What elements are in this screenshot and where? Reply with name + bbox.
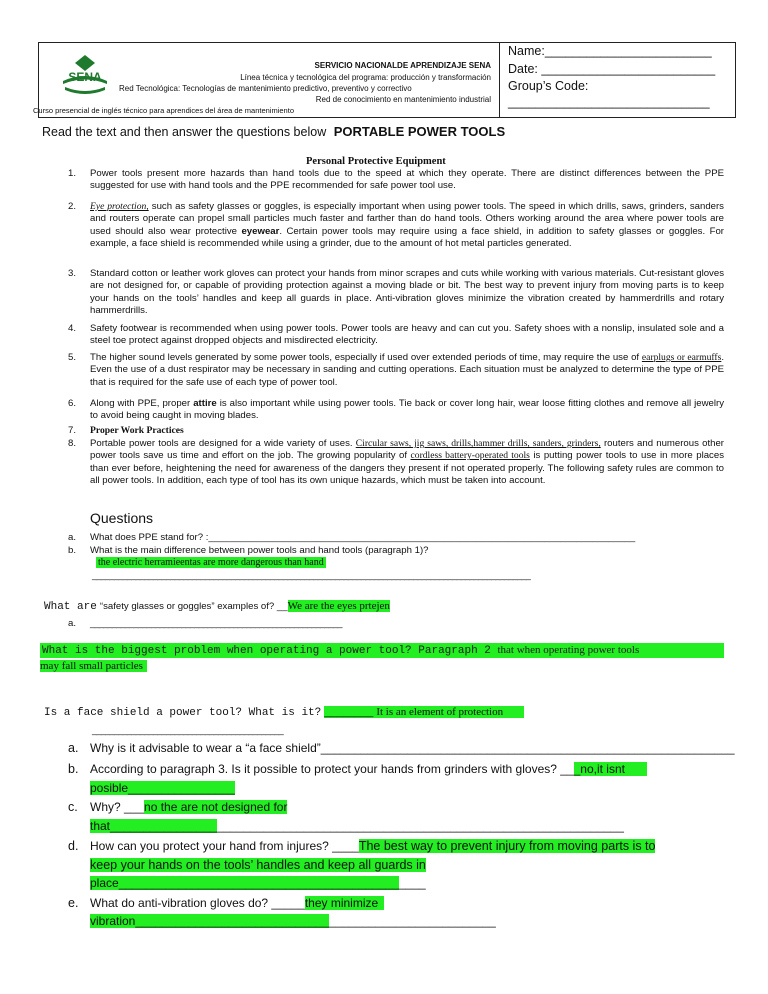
question-4: What is the biggest problem when operating a power tool? Paragraph 2 that when operating power tools <box>42 644 640 657</box>
institution-name: SERVICIO NACIONALDE APRENDIZAJE SENA <box>314 61 491 70</box>
answer-list-b[interactable]: _no,it isnt <box>574 762 647 776</box>
header-left <box>33 43 500 117</box>
paragraph-3: Standard cotton or leather work gloves can protect your hands from minor scrapes and cuts while working with various materials. Cut-resistant gloves are not designed for, or capable of providing protection against a moving blade or bit. The best way to prevent injury from moving parts is to keep your hands on the tools’ handles and keep all guards in place. Anti-vibration gloves minimize the vibration created by hammerdrills and rotary hammerdrills. <box>90 268 724 316</box>
paragraph-4: Safety footwear is recommended when using power tools. Power tools are heavy and can cut you. Safety shoes with a nonslip, insulated sole and a steel toe protect against dropped objects and misdirected electricity. <box>90 323 724 347</box>
answer-list-b-cont[interactable]: posible________________ <box>90 781 235 795</box>
answer-list-e-cont: vibration______________________________________________________ <box>90 914 496 928</box>
question-list-c: Why? ___no the are not designed for <box>90 800 288 814</box>
document-title: PORTABLE POWER TOOLS <box>333 124 506 139</box>
header-box <box>33 42 736 118</box>
course-line: Curso presencial de inglés técnico para aprendices del área de mantenimiento <box>33 106 294 115</box>
group-code-label: Group’s Code: <box>508 79 589 93</box>
group-code-field[interactable]: _____________________________ <box>508 95 710 109</box>
answer-list-e[interactable]: they minimize <box>305 896 384 910</box>
answer-list-c[interactable]: no the are not designed for <box>144 800 288 814</box>
cordless-tools-link[interactable]: cordless battery-operated tools <box>410 450 530 462</box>
list-label: d. <box>68 839 79 853</box>
answer-5[interactable]: It is an element of protection <box>376 706 504 718</box>
eye-protection-link[interactable]: Eye protection, <box>90 201 149 212</box>
sena-logo <box>53 51 117 97</box>
paragraph-5: The higher sound levels generated by some power tools, especially if used over extended periods of time, may require the use of earplugs or earmuffs. Even the use of a dust respirator may be necessary in sanding and cutting operations. Each situation must be analyzed to determine the type of PPE that is required for the safe use of each type of power tool. <box>90 352 724 388</box>
list-label: b. <box>68 762 79 776</box>
answer-list-d-line: place______________________________________________ <box>90 876 426 890</box>
answer-4-cont[interactable]: may fall small particles <box>40 660 147 672</box>
name-field[interactable]: Name:________________________ <box>508 44 712 58</box>
date-field[interactable]: Date: _________________________ <box>508 62 716 76</box>
item-number: 1. <box>68 168 77 179</box>
answer-4[interactable]: that when operating power tools <box>497 644 640 656</box>
answer-list-d-cont[interactable]: keep your hands on the tools’ handles and keep all guards in <box>90 858 426 872</box>
item-number: 4. <box>68 323 77 334</box>
answer-list-d[interactable]: The best way to prevent injury from moving parts is to <box>358 839 656 853</box>
list-label: a. <box>68 741 79 755</box>
item-number: 5. <box>68 352 77 363</box>
item-number: 2. <box>68 201 77 212</box>
section-title: Personal Protective Equipment <box>306 156 446 167</box>
question-b: What is the main difference between power tools and hand tools (paragraph 1)? <box>90 545 429 556</box>
questions-title: Questions <box>90 510 154 526</box>
question-a: What does PPE stand for? :________________________________________________________________________________ <box>90 532 636 543</box>
header-line-4: Red de conocimiento en mantenimiento industrial <box>315 95 491 104</box>
answer-5-line[interactable]: ____________________________________________ <box>92 725 283 736</box>
question-list-d: How can you protect your hand from injures? ____The best way to prevent injury from moving parts is to <box>90 839 656 853</box>
tools-link[interactable]: Circular saws, jig saws, drills,hammer drills, sanders, grinders, <box>355 438 601 449</box>
earplugs-link[interactable]: earplugs or earmuffs <box>641 352 722 363</box>
item-number: 7. <box>68 425 77 436</box>
question-list-a: Why is it advisable to wear a “a face shield”______________________________________________________________ <box>90 741 735 755</box>
question-label: a. <box>68 618 77 629</box>
answer-b[interactable]: the electric herramieentas are more dangerous than hand <box>98 557 324 568</box>
paragraph-7: Proper Work Practices <box>90 425 184 436</box>
intro-line <box>42 124 505 139</box>
paragraph-2: Eye protection, such as safety glasses or goggles, is especially important when using power tools. The speed in which drills, saws, grinders, sanders and routers operate can propel small particles much faster and farther than do hand tools. Others working around the area where power tools are used should also wear protective eyewear. Certain power tools may require using a face shield, in addition to safety glasses or goggles. For example, a face shield is recommended while using a grinder, due to the amount of hot metal particles generated. <box>90 201 724 249</box>
item-number: 3. <box>68 268 77 279</box>
question-label: b. <box>68 545 77 556</box>
question-list-e: What do anti-vibration gloves do? _____they minimize <box>90 896 384 910</box>
list-label: e. <box>68 896 79 910</box>
answer-3[interactable]: We are the eyes prtejen <box>287 600 390 612</box>
header-line-3: Red Tecnológica: Tecnologías de mantenimiento predictivo, preventivo y correctivo <box>119 84 412 93</box>
item-number: 8. <box>68 438 77 449</box>
paragraph-1: Power tools present more hazards than hand tools due to the speed at which they operate. There are distinct differences between the PPE suggested for use with hand tools and the PPE recommended for safe power tool use. <box>90 168 724 192</box>
question-3: What are “safety glasses or goggles” examples of? __We are the eyes prtejen <box>44 600 390 613</box>
answer-3a-line[interactable]: __________________________________________________________ <box>90 618 342 629</box>
list-label: c. <box>68 800 78 814</box>
question-label: a. <box>68 532 77 543</box>
question-5: Is a face shield a power tool? What is it? ________ It is an element of protection <box>44 706 524 719</box>
paragraph-8: Portable power tools are designed for a wide variety of uses. Circular saws, jig saws, drills,hammer drills, sanders, grinders, routers and numerous other power tools save us time and effort on the job. The growing popularity of cordless battery-operated tools is putting power tools to use in more places than ever before, heightening the need for awareness of the dangers they present if not operated properly. The following safety rules are common to all power tools. In addition, each type of tool has its own unique hazards, which must be taken into account. <box>90 438 724 486</box>
question-list-b: According to paragraph 3. Is it possible to protect your hands from grinders with gloves? ___no,it isnt <box>90 762 647 776</box>
answer-b-line[interactable]: _____________________________________________________________________________________________________ <box>92 570 530 581</box>
answer-list-c-cont: that_____________________________________________________________________________ <box>90 819 624 833</box>
intro-text: Read the text and then answer the questions below <box>42 125 327 139</box>
logo-text: SENA <box>68 70 102 84</box>
header-line-2: Línea técnica y tecnológica del programa: producción y transformación <box>240 73 491 82</box>
header-right <box>500 43 735 117</box>
paragraph-6: Along with PPE, proper attire is also important while using power tools. Tie back or cover long hair, wear loose fitting clothes and remove all jewelry to avoid being caught in moving blades. <box>90 398 724 422</box>
item-number: 6. <box>68 398 77 409</box>
